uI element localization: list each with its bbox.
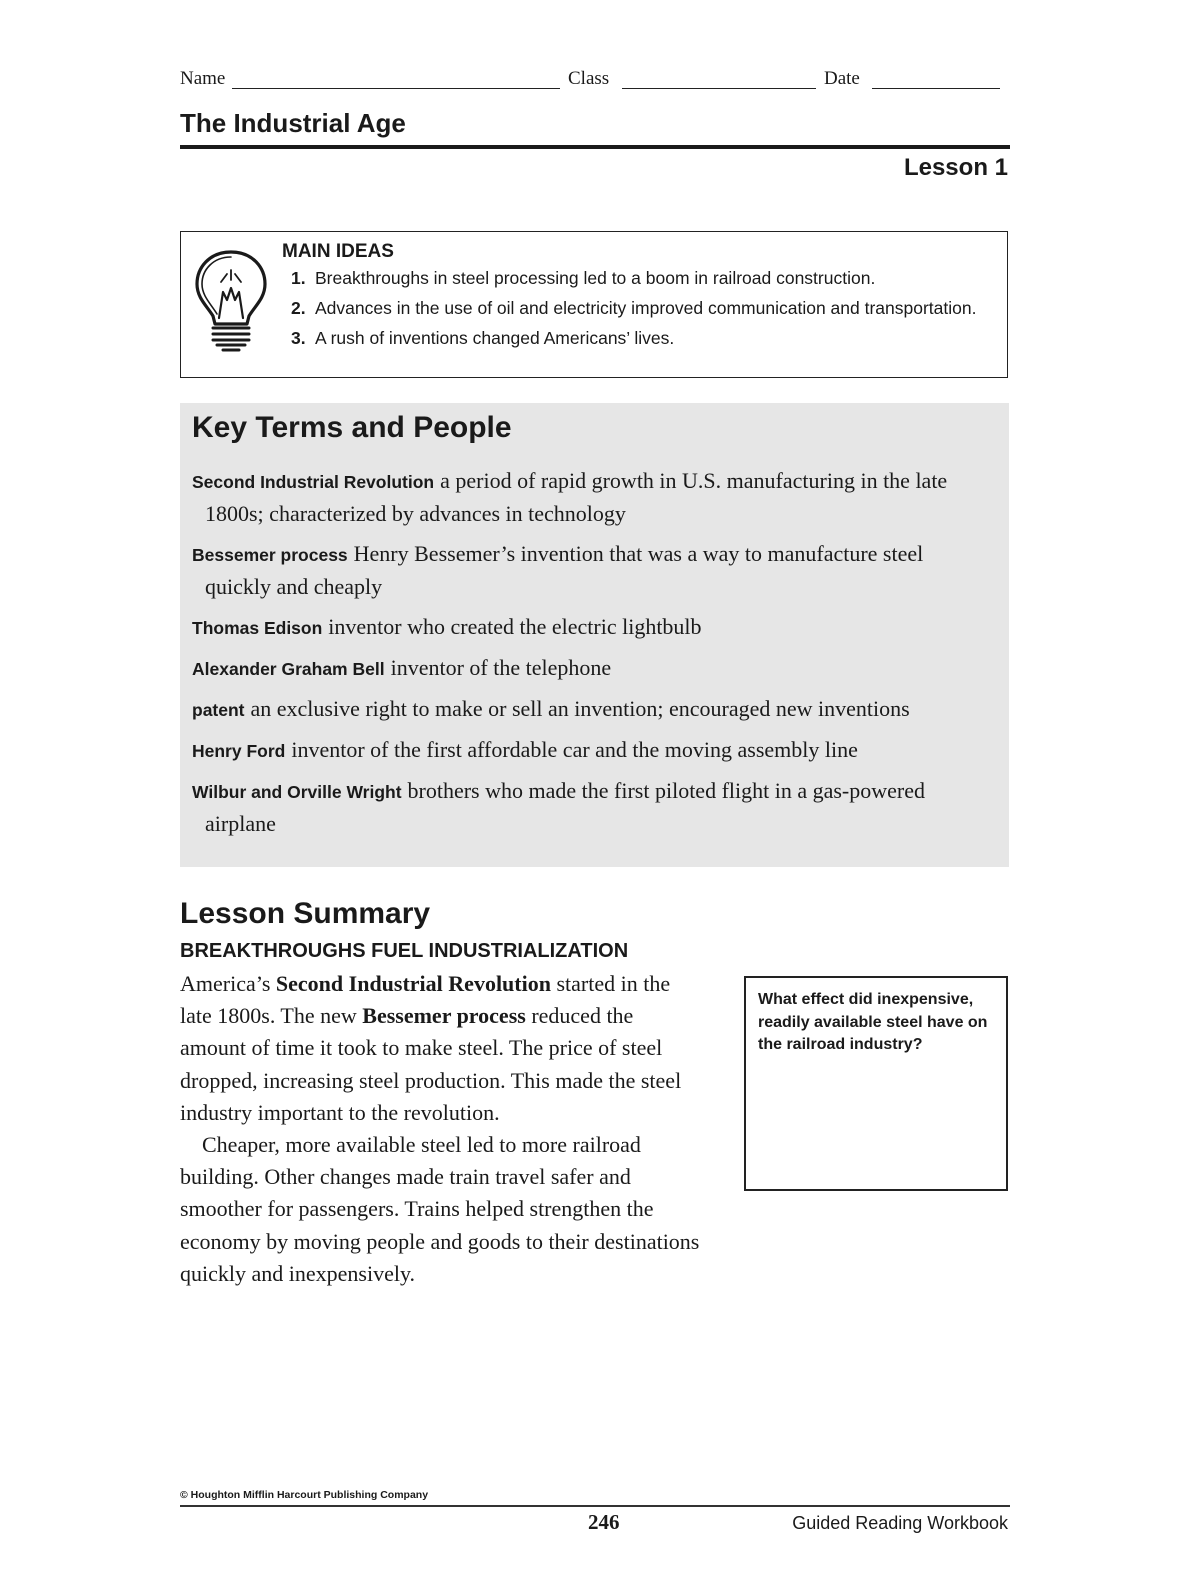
term-definition: inventor of the telephone — [390, 655, 612, 680]
lesson-summary-title: Lesson Summary — [180, 897, 431, 930]
key-term-entry — [192, 693, 992, 726]
main-idea-text: Breakthroughs in steel processing led to a boom in railroad construction. — [315, 268, 876, 288]
term-name: Second Industrial Revolution — [192, 472, 435, 492]
key-term-entry — [192, 538, 992, 603]
lesson-summary-body — [180, 968, 700, 1290]
summary-paragraph — [180, 968, 700, 1129]
summary-bold-term: Second Industrial Revolution — [275, 971, 551, 996]
key-term-entry — [192, 734, 992, 767]
date-blank[interactable] — [872, 88, 1000, 89]
student-info-line — [180, 66, 1010, 94]
name-blank[interactable] — [232, 88, 560, 89]
key-terms-list — [192, 465, 992, 848]
key-terms-title: Key Terms and People — [192, 411, 512, 444]
main-idea-item — [291, 326, 981, 350]
term-name: Wilbur and Orville Wright — [192, 782, 402, 802]
term-definition: inventor who created the electric lightbulb — [328, 614, 702, 639]
summary-text: reduced the amount of time it took to make steel. The price of steel dropped, increasing steel production. This made the steel industry important to the revolution. — [180, 1003, 682, 1125]
term-definition: an exclusive right to make or sell an invention; encouraged new inventions — [250, 696, 910, 721]
summary-text: America’s — [180, 971, 276, 996]
main-idea-text: A rush of inventions changed Americans’ lives. — [315, 328, 675, 348]
lightbulb-icon — [191, 246, 271, 356]
lesson-label: Lesson 1 — [903, 154, 1008, 181]
term-name: Thomas Edison — [192, 618, 323, 638]
workbook-title: Guided Reading Workbook — [792, 1513, 1008, 1533]
key-term-entry — [192, 611, 992, 644]
term-definition: Henry Bessemer’s invention that was a way to manufacture steel quickly and cheaply — [205, 541, 924, 599]
copyright-notice: © Houghton Mifflin Harcourt Publishing Company — [180, 1489, 429, 1501]
main-idea-number: 2. — [291, 298, 306, 318]
margin-question-text: What effect did inexpensive, readily available steel have on the railroad industry? — [758, 991, 988, 1053]
main-idea-number: 3. — [291, 328, 306, 348]
term-name: Bessemer process — [192, 545, 348, 565]
title-rule — [180, 145, 1010, 149]
term-name: patent — [192, 700, 245, 720]
key-terms-section — [180, 403, 1009, 867]
main-idea-item — [291, 266, 981, 290]
lesson-summary-subtitle: BREAKTHROUGHS FUEL INDUSTRIALIZATION — [180, 940, 629, 962]
class-blank[interactable] — [622, 88, 816, 89]
main-idea-item — [291, 296, 981, 320]
key-term-entry — [192, 775, 992, 840]
margin-question-box[interactable] — [744, 976, 1008, 1191]
page-number: 246 — [588, 1510, 620, 1534]
term-definition: brothers who made the first piloted flight in a gas-powered airplane — [205, 778, 926, 836]
main-idea-number: 1. — [291, 268, 306, 288]
date-label: Date — [824, 68, 860, 89]
name-label: Name — [180, 68, 226, 89]
summary-bold-term: Bessemer process — [362, 1003, 526, 1029]
key-term-entry — [192, 465, 992, 530]
key-term-entry — [192, 652, 992, 685]
main-ideas-box — [180, 231, 1008, 378]
summary-text: started in the late 1800s. The new — [180, 971, 671, 1029]
footer-rule — [180, 1505, 1010, 1507]
main-ideas-list — [291, 266, 981, 356]
page-title: The Industrial Age — [180, 108, 406, 138]
main-idea-text: Advances in the use of oil and electricity improved communication and transportation. — [315, 298, 977, 318]
term-definition: inventor of the first affordable car and the moving assembly line — [291, 737, 858, 762]
main-ideas-title: MAIN IDEAS — [282, 241, 394, 262]
term-name: Alexander Graham Bell — [192, 659, 385, 679]
term-definition: a period of rapid growth in U.S. manufacturing in the late 1800s; characterized by advances in technology — [205, 468, 948, 526]
class-label: Class — [568, 68, 610, 89]
term-name: Henry Ford — [192, 741, 286, 761]
summary-paragraph: Cheaper, more available steel led to more railroad building. Other changes made train travel safer and smoother for passengers. Trains helped strengthen the economy by moving people and goods to their destinations quickly and inexpensively. — [180, 1132, 700, 1286]
